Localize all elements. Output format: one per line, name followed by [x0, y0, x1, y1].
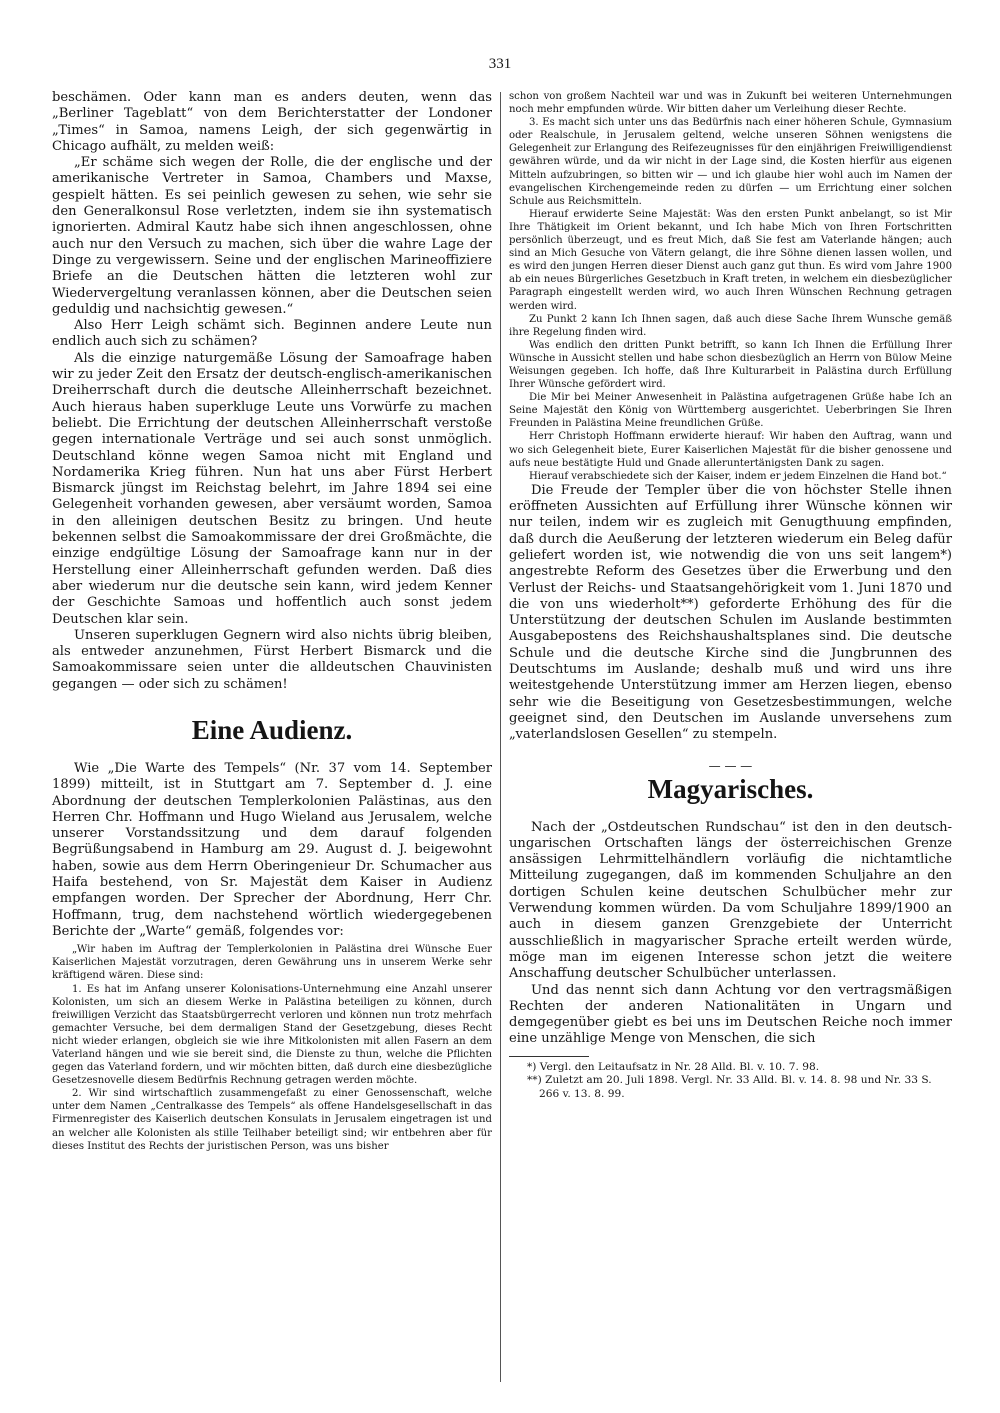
page-number: 331	[488, 56, 512, 72]
small-paragraph: 1. Es hat im Anfang unserer Kolonisations-Unternehmung eine Anzahl unserer Kolonisten, um sich an diesem Werke in Palästina beteiligen zu können, durch freiwilligen Verzicht das Staatsbürgerrecht verloren und können nun trotz mehrfach gemachter Versuche, bei dem dermaligen Stand der Gesetzgebung, dieses Recht nicht wieder erlangen, obgleich sie wie ihre Mitkolonisten mit allen Fasern an dem Vaterland hängen und wie sie bereit sind, die Dienste zu thun, welche die Pflichten gegen das Vaterland fordern, und wir möchten bitten, daß durch eine diesbezügliche Gesetzesnovelle diesem Bedürfnis Rechnung getragen werden möchte.	[52, 983, 492, 1087]
left-column	[52, 90, 492, 1153]
right-column	[509, 90, 952, 1101]
small-paragraph: Herr Christoph Hoffmann erwiderte hierauf: Wir haben den Auftrag, wann und wo sich Gelegenheit biete, Eurer Kaiserlichen Majestät für die bisher genossene und aufs neue bestätigte Huld und Gnade alleruntertänigsten Dank zu sagen.	[509, 431, 952, 469]
section-heading-audienz: Eine Audienz.	[191, 714, 353, 745]
small-paragraph: Hierauf erwiderte Seine Majestät: Was den ersten Punkt anbelangt, so ist Mir Ihre Thätigkeit im Orient bekannt, und Ich habe Mich von Ihren Fortschritten persönlich überzeugt, und es freut Mich, daß Sie fest am Vaterlande hängen; auch sind an Mich Gesuche von Vätern gelangt, die ihre Söhne dienen lassen wollen, und es wird den jungen Herren dieser Dienst auch ganz gut thun. Es wird vom Jahre 1900 ab ein neues Bürgerliches Gesetzbuch in Kraft treten, in welchem ein diesbezüglicher Paragraph eingestellt werden wird, wo auch Ihren Wünschen Rechnung getragen werden wird.	[509, 208, 952, 312]
paragraph: beschämen. Oder kann man es anders deuten, wenn das „Berliner Tageblatt“ von dem Berichterstatter der Londoner „Times“ in Samoa, namens Leigh, der sich gegenwärtig in Chicago aufhält, zu melden weiß:	[52, 90, 492, 154]
paragraph: Und das nennt sich dann Achtung vor den vertragsmäßigen Rechten der anderen Nationalitäten in Ungarn und demgegenüber giebt es bei uns im Deutschen Reiche noch immer eine unzählige Menge von Menschen, die sich	[509, 982, 952, 1047]
quote-paragraph: „Er schäme sich wegen der Rolle, die der englische und der amerikanische Vertreter in Samoa, Chambers und Maxse, gespielt hätten. Es sei peinlich gewesen zu sehen, wie sehr sie den Generalkonsul Rose verletzten, indem sie ihn systematisch ignorierten. Admiral Kautz habe sich ihnen angeschlossen, ohne auch nur den Versuch zu machen, sich über die wahre Lage der Dinge zu vergewissern. Seine und der englischen Marineoffiziere Briefe an die Deutschen hätten die letzteren wohl zur Wiedervergeltung veranlassen können, aber die Deutschen seien geduldig und nachsichtig gewesen.“	[52, 155, 492, 317]
small-paragraph: 2. Wir sind wirtschaftlich zusammengefaßt zu einer Genossenschaft, welche unter dem Namen „Centralkasse des Tempels“ als offene Handelsgesellschaft in das Firmenregister des Kaiserlich deutschen Konsulats in Jerusalem eingetragen ist und an welcher alle Kolonisten als stille Teilhaber beteiligt sind; wir entbehren aber für dieses Institut des Rechts der juristischen Person, was uns bisher	[52, 1088, 492, 1152]
small-paragraph: Hierauf verabschiedete sich der Kaiser, indem er jedem Einzelnen die Hand bot.“	[529, 470, 947, 482]
small-paragraph: Was endlich den dritten Punkt betrifft, so kann Ich Ihnen die Erfüllung Ihrer Wünsche in Aussicht stellen und habe schon diesbezüglich an Herrn von Bülow Meine Weisungen gegeben. Ich hoffe, daß Ihre Kulturarbeit in Palästina durch Erfüllung Ihrer Wünsche gefördert wird.	[509, 339, 952, 391]
footnote: **) Zuletzt am 20. Juli 1898. Vergl. Nr. 33 Alld. Bl. v. 14. 8. 98 und Nr. 33 S. 266 v. 13. 8. 99.	[527, 1074, 932, 1100]
paragraph: Also Herr Leigh schämt sich. Beginnen andere Leute nun endlich auch sich zu schämen?	[52, 318, 492, 350]
small-paragraph: schon von großem Nachteil war und was in Zukunft bei weiteren Unternehmungen noch mehr empfunden würde. Wir bitten daher um Verleihung dieser Rechte.	[509, 91, 952, 116]
small-paragraph: „Wir haben im Auftrag der Templerkolonien in Palästina drei Wünsche Euer Kaiserlichen Majestät vorzutragen, deren Gewährung uns in unserem Werke sehr kräftigend wären. Diese sind:	[52, 944, 492, 982]
paragraph: Wie „Die Warte des Tempels“ (Nr. 37 vom 14. September 1899) mitteilt, ist in Stuttgart am 7. September d. J. eine Abordnung der deutschen Templerkolonien Palästinas, aus den Herren Chr. Hoffmann und Hugo Wieland aus Jerusalem, welche unserer Vorstandssitzung und dem darauf folgenden Begrüßungsabend in Hamburg am 29. August d. J. beigewohnt haben, sowie aus dem Herrn Oberingenieur Dr. Schumacher aus Haifa bestehend, von Sr. Majestät dem Kaiser in Audienz empfangen worden. Der Sprecher der Abordnung, Herr Chr. Hoffmann, trug, dem nachstehend wörtlich wiedergegebenen Berichte der „Warte“ gemäß, folgendes vor:	[52, 760, 492, 939]
column-divider	[500, 92, 501, 1382]
small-paragraph: 3. Es macht sich unter uns das Bedürfnis nach einer höheren Schule, Gymnasium oder Realschule, in Jerusalem geltend, welche unseren Söhnen wenigstens die Gelegenheit zur Erlangung des Reifezeugnisses für den einjährigen Freiwilligendienst gewähren würde, und da wir nicht in der Lage sind, die Kosten hierfür aus eigenen Mitteln aufzubringen, so bitten wir — und ich glaube hier wohl auch im Namen der evangelischen Kirchengemeinde reden zu dürfen — um Errichtung einer solchen Schule aus Reichsmitteln.	[509, 117, 952, 207]
small-paragraph: Zu Punkt 2 kann Ich Ihnen sagen, daß auch diese Sache Ihrem Wunsche gemäß ihre Regelung finden wird.	[509, 313, 952, 338]
small-paragraph: Die Mir bei Meiner Anwesenheit in Palästina aufgetragenen Grüße habe Ich an Seine Majestät den König von Württemberg ausgerichtet. Ueberbringen Sie Ihren Freunden in Palästina Meine freundlichen Grüße.	[509, 392, 952, 430]
footnote: *) Vergl. den Leitaufsatz in Nr. 28 Alld. Bl. v. 10. 7. 98.	[527, 1060, 820, 1073]
paragraph: Als die einzige naturgemäße Lösung der Samoafrage haben wir zu jeder Zeit den Ersatz der deutsch-englisch-amerikanischen Dreiherrschaft durch die deutsche Alleinherrschaft bezeichnet. Auch hieraus haben superkluge Leute uns Vorwürfe zu machen beliebt. Die Errichtung der deutschen Alleinherrschaft verstoße gegen internationale Verträge und sei auch sonst unmöglich. Deutschland könne wegen Samoa nicht mit England und Nordamerika Krieg führen. Nun hat uns aber Fürst Herbert Bismarck jüngst im Reichstag belehrt, im Jahre 1894 sei eine Gelegenheit vorhanden gewesen, aber versäumt worden, Samoa in den alleinigen deutschen Besitz zu bringen. Und heute bekennen selbst die Samoakommissare der drei Großmächte, die einzige endgültige Lösung der Samoafrage kann nur in der Herstellung einer Alleinherrschaft gefunden werden. Daß dies aber wiederum nur die deutsche sein kann, wird jedem Kenner der Geschichte Samoas und hoffentlich auch sonst jedem Deutschen klar sein.	[52, 350, 492, 627]
paragraph: Unseren superklugen Gegnern wird also nichts übrig bleiben, als entweder anzunehmen, Fürst Herbert Bismarck und die Samoakommissare seien unter die alldeutschen Chauvinisten gegangen — oder sich zu schämen!	[52, 627, 492, 692]
section-heading-magyarisches: Magyarisches.	[647, 773, 814, 804]
footnote-rule	[509, 1056, 589, 1057]
section-rule: — — —	[708, 758, 753, 773]
paragraph: Die Freude der Templer über die von höchster Stelle ihnen eröffneten Aussichten auf Erfüllung ihrer Wünsche können wir nur teilen, indem wir es zugleich mit Genugthuung empfinden, daß durch die Aeußerung der letzteren wiederum ein Beleg dafür geliefert worden ist, wie notwendig die von uns seit langem*) angestrebte Reform des Gesetzes über die Erwerbung und den Verlust der Reichs- und Staatsangehörigkeit vom 1. Juni 1870 und die von uns wiederholt**) geforderte Erhöhung des für die Unterstützung der deutschen Schulen im Auslande bestimmten Ausgabepostens des Reichshaushaltsplanes sind. Die deutsche Schule und die deutsche Kirche sind die Jungbrunnen des Deutschtums im Auslande; deshalb muß und wird uns ihre weitestgehende Unterstützung immer am Herzen liegen, ebenso sehr wie die Beseitigung von Gesetzesbestimmungen, welche geeignet sind, den Deutschen im Auslande unversehens zum „vaterlandslosen Gesellen“ zu stempeln.	[509, 482, 952, 743]
paragraph: Nach der „Ostdeutschen Rundschau“ ist den in den deutsch-ungarischen Ortschaften längs der österreichischen Grenze ansässigen Lehrmittelhändlern vorläufig die nichtamtliche Mitteilung zugegangen, daß im kommenden Schuljahre an den dortigen Schulen keine deutschen Schulbücher mehr zur Verwendung kommen würden. Da vom Schuljahre 1899/1900 an auch in diesem ganzen Grenzgebiete der Unterricht ausschließlich in magyarischer Sprache erteilt werden würde, möge man im eigenen Interesse schon jetzt die weitere Anschaffung deutscher Schulbücher unterlassen.	[509, 819, 952, 982]
